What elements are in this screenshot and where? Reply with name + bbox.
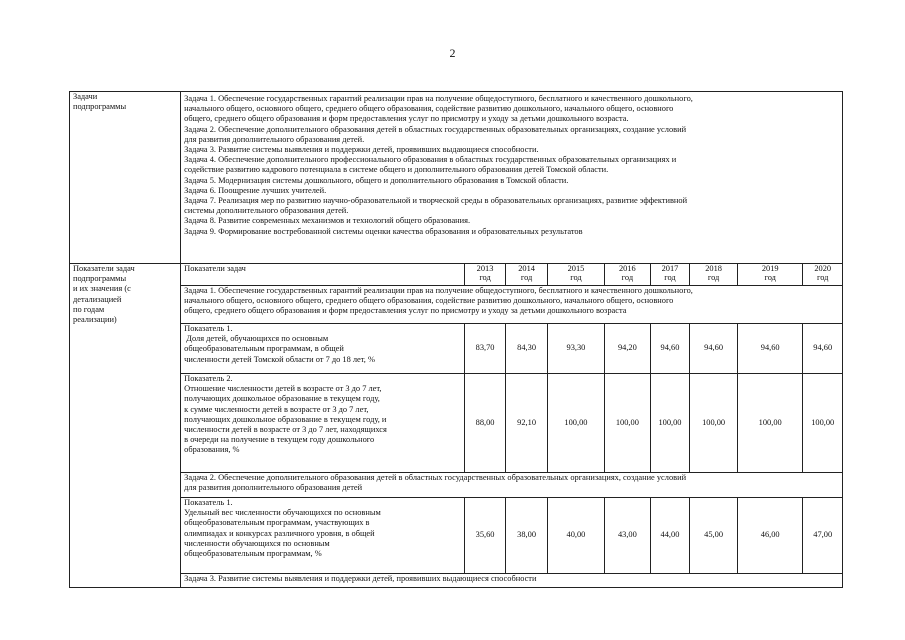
year-header: 2017 год <box>650 264 689 286</box>
indicators-header-row <box>70 264 843 286</box>
page-number: 2 <box>449 46 456 60</box>
indicator-value: 94,60 <box>650 324 689 374</box>
indicator-value: 88,00 <box>464 374 506 473</box>
task2-row <box>70 473 843 498</box>
tasks-list <box>181 92 843 264</box>
task-line: начального общего, основного общего, среднего общего образования, содействие развитию дошкольного, начального общего, основного <box>184 104 674 114</box>
indicator-value: 40,00 <box>547 498 604 574</box>
indicator-value: 93,30 <box>547 324 604 374</box>
tasks-label: Задачи подпрограммы <box>70 92 181 264</box>
indicator-text: Показатель 1. Удельный вес численности обучающихся по основным общеобразовательным программам, участвующих в олимпиадах и конкурсах различного уровня, в общей численности обучающихся по основным общеобразовательным программам, % <box>181 498 465 574</box>
indicator-value: 44,00 <box>650 498 689 574</box>
task-line: Задача 7. Реализация мер по развитию научно-образовательной и творческой среды в образовательных организациях, развитие эффективной <box>184 196 688 206</box>
task-line: Задача 2. Обеспечение дополнительного образования детей в областных государственных образовательных организациях, создание условий <box>184 124 687 134</box>
indicator-value: 100,00 <box>690 374 738 473</box>
indicator-value: 46,00 <box>737 498 802 574</box>
task-line: Задача 5. Модернизация системы дошкольного, общего и дополнительного образования в Томской области. <box>184 175 569 185</box>
indicator-row <box>70 324 843 374</box>
task-line: общего, среднего общего образования и форм предоставления услуг по присмотру и уходу за детьми дошкольного возраста. <box>184 114 629 124</box>
year-header: 2015 год <box>547 264 604 286</box>
indicator-row <box>70 374 843 473</box>
year-header: 2016 год <box>605 264 651 286</box>
indicator-row <box>70 498 843 574</box>
indicators-header-label: Показатели задач <box>181 264 465 286</box>
task-line: содействие развитию кадрового потенциала в системе общего и дополнительного образования детей Томской области. <box>184 165 609 175</box>
indicator-value: 84,30 <box>506 324 548 374</box>
indicators-label: Показатели задач подпрограммы и их значения (с детализацией по годам реализации) <box>70 264 181 588</box>
indicator-value: 92,10 <box>506 374 548 473</box>
task2-text: Задача 2. Обеспечение дополнительного образования детей в областных государственных образовательных организациях, создание условий для развития дополнительного образования детей <box>181 473 843 498</box>
indicator-value: 94,60 <box>737 324 802 374</box>
indicator-value: 100,00 <box>547 374 604 473</box>
year-header: 2019 год <box>737 264 802 286</box>
indicator-value: 45,00 <box>690 498 738 574</box>
year-header: 2018 год <box>690 264 738 286</box>
task1-row <box>70 286 843 324</box>
task-line: Задача 4. Обеспечение дополнительного профессионального образования в областных государственных образовательных организациях и <box>184 155 677 165</box>
indicator-text: Показатель 2. Отношение численности детей в возрасте от 3 до 7 лет, получающих дошкольное образование в текущем году, к сумме численности детей в возрасте от 3 до 7 лет, получающих дошкольное образование в текущем году, и численности детей в возрасте от 3 до 7 лет, находящихся в очереди на получение в текущем году дошкольного образования, % <box>181 374 465 473</box>
indicator-value: 83,70 <box>464 324 506 374</box>
task-line: Задача 9. Формирование востребованной системы оценки качества образования и образовательных результатов <box>184 226 583 236</box>
task-line: для развития дополнительного образования детей. <box>184 134 365 144</box>
indicator-value: 94,60 <box>690 324 738 374</box>
indicator-value: 100,00 <box>650 374 689 473</box>
subprogram-table <box>69 91 843 588</box>
year-header: 2013 год <box>464 264 506 286</box>
task-line: Задача 6. Поощрение лучших учителей. <box>184 185 327 195</box>
task-line: Задача 8. Развитие современных механизмов и технологий общего образования. <box>184 216 471 226</box>
indicator-value: 38,00 <box>506 498 548 574</box>
indicator-value: 35,60 <box>464 498 506 574</box>
indicator-value: 94,60 <box>803 324 843 374</box>
indicator-value: 47,00 <box>803 498 843 574</box>
task1-text: Задача 1. Обеспечение государственных гарантий реализации прав на получение общедоступного, бесплатного и качественного дошкольного, начального общего, основного общего, среднего общего образования, содействие развитию дошкольного, начального общего, основного общего, среднего общего образования и форм предоставления услуг по присмотру и уходу за детьми дошкольного возраста <box>181 286 843 324</box>
indicator-value: 100,00 <box>803 374 843 473</box>
task-line: Задача 1. Обеспечение государственных гарантий реализации прав на получение общедоступного, бесплатного и качественного дошкольного, <box>184 94 693 103</box>
indicator-value: 100,00 <box>737 374 802 473</box>
task-line: системы дополнительного образования детей. <box>184 206 349 216</box>
task-line: Задача 3. Развитие системы выявления и поддержки детей, проявивших выдающиеся способности. <box>184 145 539 155</box>
indicator-value: 43,00 <box>605 498 651 574</box>
indicator-text: Показатель 1. Доля детей, обучающихся по основным общеобразовательным программам, в общей численности детей Томской области от 7 до 18 лет, % <box>181 324 465 374</box>
indicator-value: 100,00 <box>605 374 651 473</box>
year-header: 2020 год <box>803 264 843 286</box>
tasks-row <box>70 92 843 264</box>
indicator-value: 94,20 <box>605 324 651 374</box>
task3-row <box>70 574 843 588</box>
task3-text: Задача 3. Развитие системы выявления и поддержки детей, проявивших выдающиеся способности <box>181 574 843 588</box>
year-header: 2014 год <box>506 264 548 286</box>
